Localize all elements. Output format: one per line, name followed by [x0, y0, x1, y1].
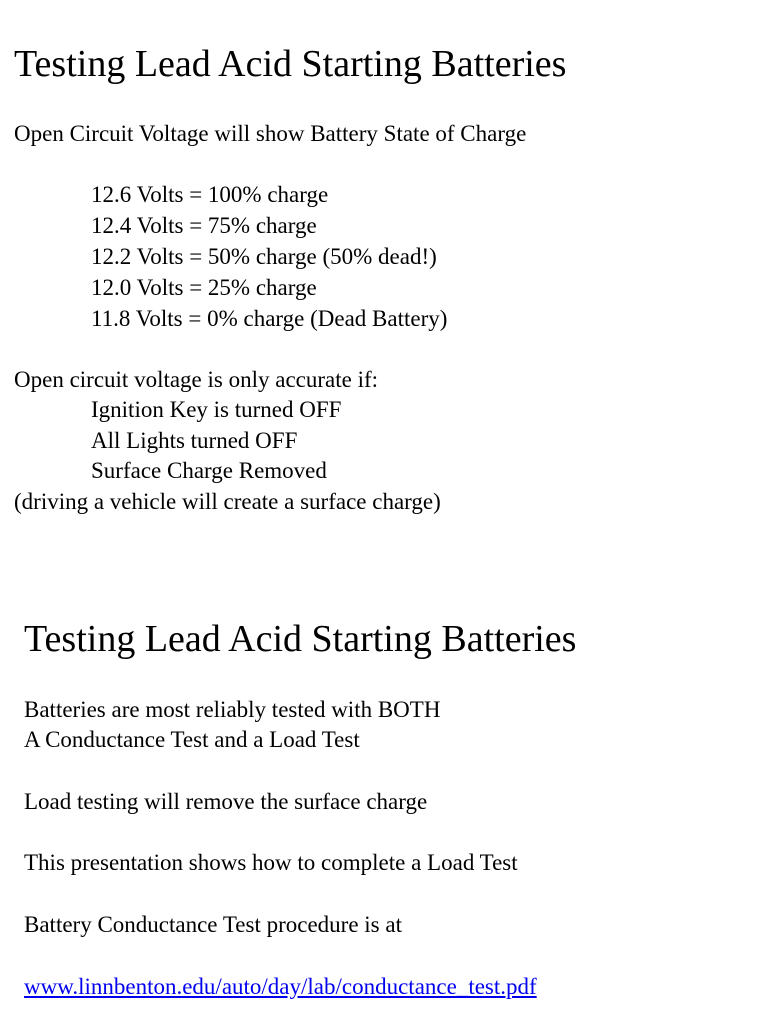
slide-1-intro: Open Circuit Voltage will show Battery State of Charge	[14, 121, 527, 146]
paragraph-conductance-procedure: Battery Conductance Test procedure is at	[24, 912, 402, 937]
charge-level-item: 11.8 Volts = 0% charge (Dead Battery)	[91, 306, 448, 331]
paragraph-presentation: This presentation shows how to complete a Load Test	[24, 850, 518, 875]
surface-charge-note: (driving a vehicle will create a surface charge)	[14, 489, 441, 514]
condition-item: Ignition Key is turned OFF	[91, 397, 342, 422]
accuracy-heading: Open circuit voltage is only accurate if:	[14, 367, 379, 392]
charge-level-item: 12.2 Volts = 50% charge (50% dead!)	[91, 244, 437, 269]
slide-1-title: Testing Lead Acid Starting Batteries	[14, 43, 567, 85]
slide-2	[0, 560, 768, 1024]
condition-item: Surface Charge Removed	[91, 458, 327, 483]
charge-level-item: 12.0 Volts = 25% charge	[91, 275, 317, 300]
charge-level-item: 12.4 Volts = 75% charge	[91, 213, 317, 238]
paragraph-both-tests-line-1: Batteries are most reliably tested with BOTH	[24, 697, 441, 722]
paragraph-load-testing: Load testing will remove the surface charge	[24, 789, 428, 814]
slide-2-title: Testing Lead Acid Starting Batteries	[24, 618, 577, 660]
conductance-link-line	[24, 972, 537, 1002]
charge-level-item: 12.6 Volts = 100% charge	[91, 182, 329, 207]
condition-item: All Lights turned OFF	[91, 428, 298, 453]
conductance-test-link[interactable]: www.linnbenton.edu/auto/day/lab/conductance_test.pdf	[24, 974, 537, 999]
paragraph-both-tests-line-2: A Conductance Test and a Load Test	[24, 727, 360, 752]
